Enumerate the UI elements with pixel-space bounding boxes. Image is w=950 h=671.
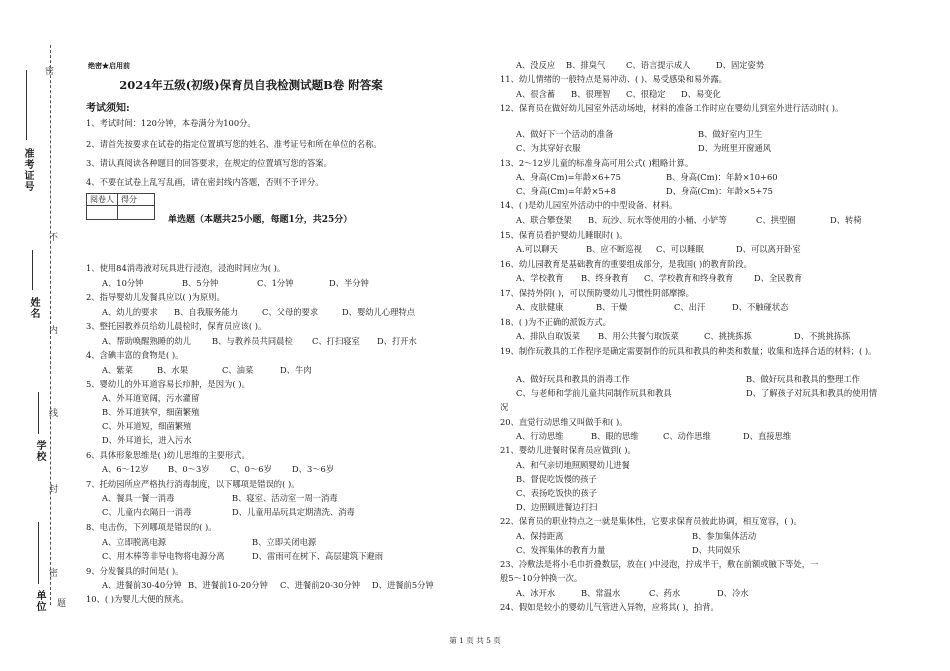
option[interactable]: C、外耳道短，细菌繁殖 [102,421,192,431]
option[interactable]: A、很含蓄 [516,89,556,99]
question-text: 24、假如是较小的婴幼儿气管进入异物，应将其( )，拍背。 [500,602,719,612]
option[interactable]: C、挑挑拣拣 [704,331,752,341]
notice-heading: 考试须知: [86,103,130,114]
option[interactable]: C、油菜 [222,365,254,375]
option[interactable]: D、外耳道长，进入污水 [102,435,192,445]
seal-mark: 线 [47,408,57,417]
school-field[interactable] [38,392,39,434]
option[interactable]: D、全民教育 [754,273,803,283]
exam-number-field[interactable] [26,70,27,140]
option[interactable]: D、婴幼儿心理特点 [342,307,416,317]
option[interactable]: C、学校教育和终身教育 [644,273,734,283]
option[interactable]: C、为其穿好衣服 [516,143,581,153]
option[interactable]: A、外耳道宽阔，污水灌留 [102,393,200,403]
question-text: 11、幼儿情绪的一般特点是易冲动、( )、易受感染和易外露。 [500,74,728,84]
seal-mark: 内 [47,325,57,334]
option[interactable]: A、紫菜 [102,365,133,375]
question-text: 22、保育员的职业特点之一就是集体性，它要求保育员彼此协调，相互宽容，( )。 [500,516,802,526]
option[interactable]: D、易变化 [681,89,721,99]
option[interactable]: A、和气亲切地照顾婴幼儿进餐 [516,460,630,470]
option[interactable]: A、进餐前30-40分钟 [102,580,182,590]
question-text: 18、( )为不正确的派饭方式。 [500,317,611,327]
name-field[interactable] [32,250,33,290]
option[interactable]: B、外耳道狭窄，细菌繁殖 [102,407,200,417]
seal-mark: 题 [55,598,65,607]
option[interactable]: C、出汗 [674,302,706,312]
binding-strip [0,0,70,671]
option[interactable]: D、儿童用品玩具定期清洗、消毒 [232,507,355,517]
question-text: 23、冷敷法是将小毛巾折叠数层，放在( )中浸泡，拧成半干，敷在前额或腋下等处，一 [500,559,819,569]
question-text: 16、幼儿园教育是基础教育的重要组成部分，是我国( )的教育阶段。 [500,259,752,269]
seal-mark: 封 [47,484,57,493]
option[interactable]: C、父母的要求 [262,307,319,317]
option[interactable]: B、做好室内卫生 [698,129,763,139]
option[interactable]: D、不触碰状态 [732,302,789,312]
question-text: 19、制作玩教具的工作程序是确定需要制作的玩具和教具的种类和数量；收集和选择合适的材料；( )。 [500,346,877,356]
option[interactable]: C、身高(Cm)=年龄×5+8 [516,186,616,196]
exam-number-label: 准考证号 [22,148,33,192]
option[interactable]: D、固定姿势 [716,60,765,70]
option[interactable]: B、用公共餐勺取饭菜 [598,331,679,341]
option[interactable]: A、立即脱离电源 [102,537,167,547]
option[interactable]: D、雷雨可在树下、高层建筑下避雨 [252,551,384,561]
option[interactable]: C、很稳定 [626,89,666,99]
option[interactable]: A、做好玩具和教具的消毒工作 [516,374,630,384]
option[interactable]: B、玩沙、玩水等使用的小桶、小铲等 [588,215,727,225]
secret-mark: 绝密★启用前 [88,61,130,70]
option[interactable]: A、10分钟 [102,278,144,288]
notice-item: 4、不要在试卷上乱写乱画，请在密封线内答题，否则不予评分。 [86,177,324,187]
option[interactable]: B、5分钟 [182,278,219,288]
question-text: 10、( )为婴儿大便的预兆。 [86,594,189,604]
grader-header: 阅卷人 [87,194,118,206]
option[interactable]: B、干燥 [596,302,627,312]
option[interactable]: B、常温水 [581,588,621,598]
question-text: 3、整托园教养员给幼儿晨检时，保育员应该( )。 [86,321,267,331]
option[interactable]: B、水果 [157,365,188,375]
option[interactable]: B、立即关闭电源 [252,537,317,547]
option[interactable]: A、身高(Cm)=年龄×6+75 [516,172,621,182]
question-text: 2、指导婴幼儿发餐具应以( )为原则。 [86,292,225,302]
name-label: 姓名 [28,297,39,319]
question-text: 21、婴幼儿进餐时保育员应做到( )。 [500,445,636,455]
score-table [86,193,155,220]
option[interactable]: C、儿童内衣隔日一消毒 [102,507,192,517]
exam-title: 2024年五级(初级)保育员自我检测试题B卷 附答案 [119,78,383,92]
question-text: 6、具体形象思维是( )幼儿思维的主要形式。 [86,450,250,460]
question-text: 13、2～12岁儿童的标准身高可用公式( )粗略计算。 [500,158,694,168]
seal-mark: 密 [47,568,57,577]
option[interactable]: C、0～6岁 [230,464,272,474]
option[interactable]: A、保持距离 [516,531,564,541]
option[interactable]: C、动作思维 [663,431,711,441]
question-text: 17、保持外阴( )，可以预防婴幼儿习惯性阴部摩擦。 [500,288,694,298]
school-label: 学校 [34,440,45,462]
notice-item: 1、考试时间：120分钟，本卷满分为100分。 [86,118,256,128]
option[interactable]: D、身高(Cm)：年龄×5+75 [666,186,773,196]
question-text-cont: 般5～10分钟换一次。 [500,573,583,583]
question-text: 4、含碘丰富的食物是( )。 [86,350,184,360]
grader-cell[interactable] [87,206,118,220]
option-continuation: 况 [500,402,509,412]
score-header: 得分 [118,194,155,206]
seal-mark: 不 [47,232,57,241]
option[interactable]: B、眼的思维 [591,431,639,441]
option[interactable]: A、餐具一餐一消毒 [102,493,175,503]
option[interactable]: C、进餐前20-30分钟 [280,580,361,590]
option[interactable]: A、6～12岁 [102,464,149,474]
page-footer: 第 1 页 共 5 页 [449,636,501,645]
option[interactable]: D、3～6岁 [292,464,335,474]
option[interactable]: D、半分钟 [329,278,369,288]
option[interactable]: C、与老师和学前儿童共同制作玩具和教具 [516,388,672,398]
option[interactable]: B、排臭气 [566,60,606,70]
option[interactable]: A、冰开水 [516,588,556,598]
option[interactable]: C、拱型圈 [756,215,796,225]
option[interactable]: D、了解孩子对玩具和教具的使用情 [746,388,878,398]
option[interactable]: D、共同娱乐 [692,545,741,555]
option[interactable]: D、进餐前5分钟 [372,580,434,590]
question-text: 20、直觉行动思维又叫做手和( )。 [500,417,628,427]
option[interactable]: D、转椅 [830,215,862,225]
option[interactable]: A、行动思维 [516,431,564,441]
option[interactable]: A、幼儿的要求 [102,307,158,317]
option[interactable]: D、不挑挑拣拣 [794,331,851,341]
option[interactable]: C、打扫寝室 [312,336,360,346]
option[interactable]: A、帮助唤醒熟睡的幼儿 [102,336,191,346]
notice-item: 2、请首先按要求在试卷的指定位置填写您的姓名、准考证号和所在单位的名称。 [86,139,382,149]
seal-mark: 密 [43,66,53,75]
option[interactable]: B、自我服务能力 [174,307,239,317]
option[interactable]: A、没反应 [516,60,556,70]
option[interactable]: B、督促吃饭慢的孩子 [516,474,597,484]
option[interactable]: D、直接思维 [743,431,792,441]
option[interactable]: C、1分钟 [257,278,294,288]
question-text: 15、保育员看护婴幼儿睡眠时( )。 [500,230,628,240]
question-text: 14、( )是幼儿园室外活动中的中型设备、材料。 [500,200,678,210]
option[interactable]: C、用木棒等非导电物将电源分离 [102,551,225,561]
question-text: 5、婴幼儿的外耳道容易长疖肿，是因为( )。 [86,379,250,389]
option[interactable]: B、参加集体活动 [692,531,757,541]
question-text: 7、托幼园所应严格执行消毒制度，以下哪项是错误的( )。 [86,479,300,489]
question-text: 8、电击伤，下列哪项是错误的( )。 [86,522,217,532]
option[interactable]: C、发挥集体的教育力量 [516,545,606,555]
option[interactable]: C、表扬吃饭快的孩子 [516,488,598,498]
option[interactable]: A.可以聊天 [516,244,558,254]
option[interactable]: A、排队自取饭菜 [516,331,581,341]
option[interactable]: B、与教养员共同晨检 [212,336,293,346]
section-title: 单选题（本题共25小题，每题1分，共25分） [168,215,353,225]
unit-label: 单位 [34,590,45,612]
option[interactable]: C、药水 [649,588,681,598]
option[interactable]: B、寝室、活动室一周一消毒 [232,493,338,503]
option[interactable]: D、打开水 [377,336,417,346]
notice-item: 3、请认真阅读各种题目的回答要求，在规定的位置填写您的答案。 [86,158,332,168]
option[interactable]: B、很理智 [571,89,611,99]
question-text: 9、分发餐具的时间是( )。 [86,566,184,576]
option[interactable]: A、联合攀登架 [516,215,572,225]
option[interactable]: D、冷水 [717,588,749,598]
option[interactable]: D、可以离开卧室 [736,244,801,254]
option[interactable]: C、可以睡眠 [656,244,704,254]
option[interactable]: C、语言提示成人 [626,60,691,70]
option[interactable]: A、做好下一个活动的准备 [516,129,614,139]
option[interactable]: A、学校教育 [516,273,564,283]
option[interactable]: B、身高(Cm)：年龄×10+60 [666,172,778,182]
option[interactable]: B、终身教育 [581,273,629,283]
option[interactable]: A、皮肤健康 [516,302,564,312]
score-cell[interactable] [118,206,155,220]
option[interactable]: B、做好玩具和教具的整理工作 [746,374,860,384]
question-text: 12、保育员在做好幼儿园室外活动场地，材料的准备工作时应在婴幼儿到室外进行活动时( )。 [500,103,844,113]
unit-field[interactable] [38,522,39,584]
option[interactable]: B、应不断巡视 [586,244,642,254]
option[interactable]: D、为班里开窗通风 [698,143,772,153]
option[interactable]: B、进餐前10-20分钟 [188,580,268,590]
option[interactable]: D、牛肉 [280,365,312,375]
option[interactable]: B、0～3岁 [168,464,210,474]
question-text: 1、使用84消毒液对玩具进行浸泡，浸泡时间应为( )。 [86,263,286,273]
option[interactable]: D、边照顾进餐边打扫 [516,502,598,512]
